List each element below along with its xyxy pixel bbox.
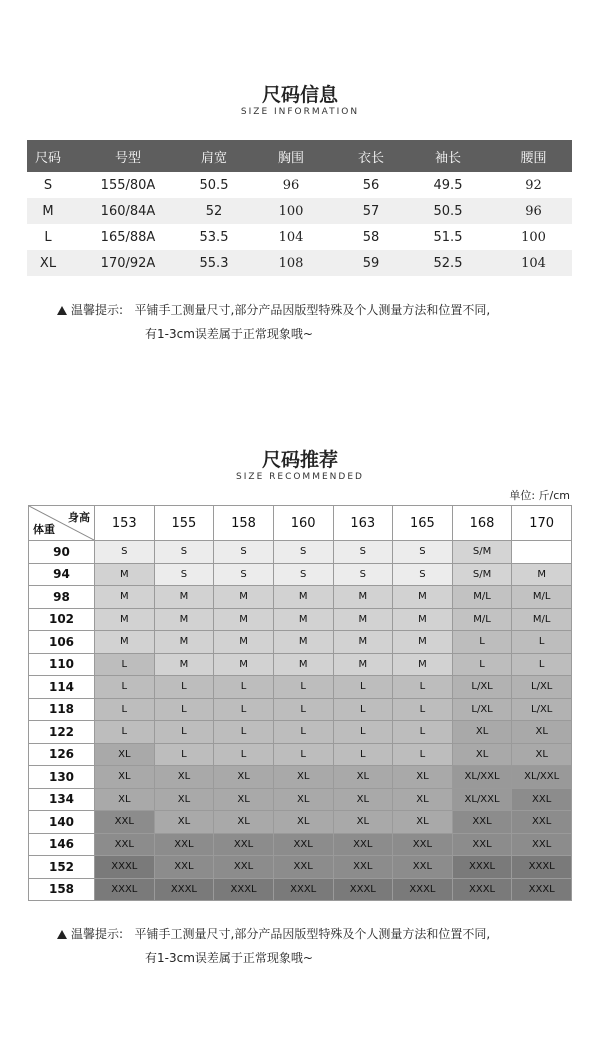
size-rec-cell: L xyxy=(95,721,155,744)
unit-label: 单位: 斤/cm xyxy=(509,489,570,502)
size-rec-cell: XL/XXL xyxy=(452,766,512,789)
size-info-cell: L xyxy=(44,229,52,245)
size-rec-cell: XXL xyxy=(273,856,333,879)
size-rec-cell: M/L xyxy=(452,586,512,609)
header-chest: 胸围 xyxy=(277,150,304,166)
size-rec-cell: M xyxy=(333,608,393,631)
height-168: 168 xyxy=(452,506,512,541)
size-rec-cell: S xyxy=(95,541,155,564)
size-rec-cell: M xyxy=(393,586,453,609)
size-info-row xyxy=(27,250,572,276)
size-rec-cell: XL xyxy=(333,766,393,789)
size-info-cell: 50.5 xyxy=(433,203,463,219)
size-info-cell: M xyxy=(42,203,54,219)
size-rec-cell: L xyxy=(333,698,393,721)
corner-cell xyxy=(29,506,95,541)
size-rec-cell: M xyxy=(333,586,393,609)
size-rec-cell: S xyxy=(154,541,214,564)
size-rec-cell: XL xyxy=(154,788,214,811)
weight-cell: 102 xyxy=(29,608,95,631)
height-153: 153 xyxy=(95,506,155,541)
size-rec-cell: XL xyxy=(393,766,453,789)
weight-cell: 146 xyxy=(29,833,95,856)
size-info-cell: 56 xyxy=(362,177,380,193)
corner-height-label: 身高 xyxy=(68,511,90,524)
size-rec-cell: M/L xyxy=(512,586,572,609)
header-shoulder: 肩宽 xyxy=(200,150,227,166)
header-model: 号型 xyxy=(114,150,141,166)
size-info-cell: 108 xyxy=(278,255,304,271)
size-info-row xyxy=(27,198,572,224)
size-rec-cell: M xyxy=(273,631,333,654)
size-rec-cell: M xyxy=(95,586,155,609)
size-rec-cell: XL xyxy=(214,811,274,834)
size-rec-cell: S xyxy=(393,541,453,564)
size-rec-cell: M xyxy=(154,653,214,676)
size-rec-cell: M xyxy=(393,653,453,676)
size-rec-header-row xyxy=(29,506,572,541)
size-rec-cell: L xyxy=(273,676,333,699)
size-rec-cell: XXXL xyxy=(512,878,572,901)
weight-cell: 98 xyxy=(29,586,95,609)
tip-line-2: 有1-3cm误差属于正常现象哦~ xyxy=(145,327,313,341)
weight-cell: 118 xyxy=(29,698,95,721)
size-rec-cell: XXL xyxy=(154,856,214,879)
header-length: 衣长 xyxy=(357,150,384,166)
weight-cell: 158 xyxy=(29,878,95,901)
size-rec-cell: L xyxy=(393,698,453,721)
height-163: 163 xyxy=(333,506,393,541)
height-155: 155 xyxy=(154,506,214,541)
size-rec-row xyxy=(29,878,572,901)
size-rec-cell: M xyxy=(214,608,274,631)
size-rec-cell: XXL xyxy=(214,856,274,879)
size-rec-cell: XXL xyxy=(333,856,393,879)
size-rec-cell: L xyxy=(333,721,393,744)
size-rec-cell: XL xyxy=(333,788,393,811)
size-info-cell: 59 xyxy=(362,255,380,271)
size-info-title: 尺码信息 xyxy=(261,84,338,106)
weight-cell: 130 xyxy=(29,766,95,789)
size-rec-cell: M xyxy=(95,608,155,631)
height-170: 170 xyxy=(512,506,572,541)
size-rec-cell: XXXL xyxy=(452,878,512,901)
size-rec-cell: XL xyxy=(95,788,155,811)
size-rec-cell: L xyxy=(95,676,155,699)
size-rec-cell: L/XL xyxy=(512,676,572,699)
size-rec-cell: XL xyxy=(214,788,274,811)
tip-line-1: 平铺手工测量尺寸,部分产品因版型特殊及个人测量方法和位置不同, xyxy=(134,303,491,317)
weight-cell: 152 xyxy=(29,856,95,879)
size-rec-cell: L xyxy=(333,676,393,699)
size-info-cell: 57 xyxy=(362,203,380,219)
size-rec-row xyxy=(29,676,572,699)
tip-label: 温馨提示: xyxy=(71,927,124,941)
size-rec-cell: S/M xyxy=(452,563,512,586)
weight-cell: 90 xyxy=(29,541,95,564)
size-rec-title: 尺码推荐 xyxy=(261,449,338,471)
size-rec-row xyxy=(29,541,572,564)
size-rec-cell: XXXL xyxy=(214,878,274,901)
size-info-cell: 96 xyxy=(525,203,542,219)
size-rec-cell: XL xyxy=(452,743,512,766)
size-rec-cell: XXL xyxy=(512,833,572,856)
size-rec-cell: M xyxy=(393,608,453,631)
height-160: 160 xyxy=(273,506,333,541)
size-rec-cell: XL xyxy=(393,811,453,834)
size-rec-cell: L xyxy=(154,676,214,699)
size-rec-cell: L xyxy=(214,743,274,766)
size-rec-cell: L/XL xyxy=(452,676,512,699)
size-info-cell: 49.5 xyxy=(433,177,463,193)
size-rec-subtitle: SIZE RECOMMENDED xyxy=(236,472,364,482)
size-rec-cell: XL xyxy=(273,811,333,834)
size-info-cell: 160/84A xyxy=(100,203,156,219)
size-rec-cell: XL xyxy=(333,811,393,834)
size-rec-row xyxy=(29,856,572,879)
weight-cell: 106 xyxy=(29,631,95,654)
size-rec-cell: L xyxy=(452,631,512,654)
size-rec-cell: L xyxy=(154,721,214,744)
size-info-row xyxy=(27,172,572,198)
size-rec-cell: L xyxy=(273,721,333,744)
size-rec-cell: XXL xyxy=(273,833,333,856)
size-rec-tip xyxy=(57,922,490,970)
size-rec-row xyxy=(29,563,572,586)
size-rec-cell: L xyxy=(273,698,333,721)
size-rec-row xyxy=(29,631,572,654)
size-rec-cell: XXL xyxy=(512,788,572,811)
size-rec-cell: XL xyxy=(214,766,274,789)
tip-line-2: 有1-3cm误差属于正常现象哦~ xyxy=(145,951,313,965)
height-158: 158 xyxy=(214,506,274,541)
size-info-cell: 170/92A xyxy=(100,255,156,271)
size-info-cell: 155/80A xyxy=(100,177,156,193)
size-info-cell: 100 xyxy=(521,229,546,245)
size-rec-cell: M xyxy=(154,608,214,631)
size-info-cell: 55.3 xyxy=(199,255,229,271)
size-info-cell: 50.5 xyxy=(199,177,229,193)
size-info-row xyxy=(27,224,572,250)
size-rec-cell: S xyxy=(333,563,393,586)
size-rec-cell: L xyxy=(512,653,572,676)
size-rec-cell: L xyxy=(452,653,512,676)
size-rec-cell: XL/XXL xyxy=(452,788,512,811)
size-info-cell: XL xyxy=(39,255,57,271)
size-rec-cell: XL xyxy=(273,788,333,811)
size-rec-cell: S xyxy=(273,541,333,564)
size-rec-row xyxy=(29,811,572,834)
header-size: 尺码 xyxy=(34,150,61,166)
size-info-cell: 96 xyxy=(282,177,300,193)
size-rec-row xyxy=(29,608,572,631)
size-info-subtitle: SIZE INFORMATION xyxy=(240,107,360,117)
size-rec-cell: XXXL xyxy=(393,878,453,901)
size-rec-row xyxy=(29,653,572,676)
size-rec-cell: M xyxy=(154,631,214,654)
weight-cell: 94 xyxy=(29,563,95,586)
size-rec-cell: M/L xyxy=(452,608,512,631)
size-info-cell: 92 xyxy=(525,177,542,193)
size-rec-cell: M xyxy=(214,653,274,676)
size-info-cell: S xyxy=(43,177,53,193)
size-rec-cell: M/L xyxy=(512,608,572,631)
size-rec-cell: S xyxy=(333,541,393,564)
size-rec-cell: L xyxy=(393,743,453,766)
size-rec-cell: M xyxy=(333,653,393,676)
size-rec-cell: XL xyxy=(273,766,333,789)
size-rec-cell: L xyxy=(154,698,214,721)
height-165: 165 xyxy=(393,506,453,541)
size-rec-cell: XL xyxy=(95,766,155,789)
size-rec-row xyxy=(29,766,572,789)
size-rec-cell: XXL xyxy=(333,833,393,856)
size-info-cell: 52.5 xyxy=(433,255,463,271)
size-rec-cell: XXXL xyxy=(452,856,512,879)
size-info-cell: 104 xyxy=(521,255,546,271)
size-info-cell: 104 xyxy=(278,229,304,245)
size-info-tip xyxy=(57,298,490,346)
header-sleeve: 袖长 xyxy=(434,150,461,166)
size-rec-row xyxy=(29,721,572,744)
header-waist: 腰围 xyxy=(520,150,547,166)
weight-cell: 114 xyxy=(29,676,95,699)
tip-label: 温馨提示: xyxy=(71,303,124,317)
size-info-cell: 51.5 xyxy=(433,229,463,245)
size-rec-cell: M xyxy=(154,586,214,609)
size-rec-cell: M xyxy=(512,563,572,586)
size-rec-row xyxy=(29,586,572,609)
size-rec-cell: S xyxy=(273,563,333,586)
size-rec-cell: S xyxy=(214,563,274,586)
size-rec-cell: XL xyxy=(154,766,214,789)
size-rec-cell: L xyxy=(154,743,214,766)
warning-icon xyxy=(57,306,67,315)
size-rec-cell: M xyxy=(393,631,453,654)
size-info-table xyxy=(27,140,572,276)
size-rec-cell: XXXL xyxy=(95,856,155,879)
size-rec-cell: XXL xyxy=(452,811,512,834)
size-rec-cell: M xyxy=(273,608,333,631)
size-rec-cell: XXL xyxy=(512,811,572,834)
size-rec-cell: XL xyxy=(95,743,155,766)
size-rec-cell: XXL xyxy=(393,856,453,879)
size-rec-cell: XXXL xyxy=(333,878,393,901)
size-info-cell: 58 xyxy=(362,229,380,245)
size-rec-row xyxy=(29,698,572,721)
weight-cell: 140 xyxy=(29,811,95,834)
size-rec-cell: XXXL xyxy=(273,878,333,901)
warning-icon xyxy=(57,930,67,939)
size-rec-cell: M xyxy=(273,586,333,609)
size-rec-cell xyxy=(512,541,572,564)
size-rec-cell: L xyxy=(214,698,274,721)
size-rec-cell: L xyxy=(214,676,274,699)
size-rec-cell: XL xyxy=(452,721,512,744)
size-rec-cell: S/M xyxy=(452,541,512,564)
size-rec-cell: M xyxy=(273,653,333,676)
size-rec-cell: L/XL xyxy=(452,698,512,721)
size-rec-cell: M xyxy=(95,563,155,586)
size-rec-cell: XXXL xyxy=(154,878,214,901)
size-rec-cell: XXL xyxy=(393,833,453,856)
tip-line-1: 平铺手工测量尺寸,部分产品因版型特殊及个人测量方法和位置不同, xyxy=(134,927,491,941)
size-rec-cell: M xyxy=(214,586,274,609)
size-rec-cell: S xyxy=(393,563,453,586)
size-rec-cell: XL xyxy=(154,811,214,834)
size-rec-cell: XL xyxy=(512,743,572,766)
size-rec-cell: L/XL xyxy=(512,698,572,721)
size-rec-cell: XXL xyxy=(154,833,214,856)
size-rec-row xyxy=(29,743,572,766)
weight-cell: 110 xyxy=(29,653,95,676)
size-info-cell: 100 xyxy=(278,203,304,219)
size-rec-cell: M xyxy=(214,631,274,654)
size-rec-cell: M xyxy=(333,631,393,654)
size-rec-row xyxy=(29,788,572,811)
size-rec-cell: XXL xyxy=(214,833,274,856)
size-rec-cell: XL xyxy=(512,721,572,744)
size-rec-cell: M xyxy=(95,631,155,654)
size-info-cell: 165/88A xyxy=(100,229,156,245)
corner-weight-label: 体重 xyxy=(33,523,55,536)
size-rec-cell: L xyxy=(512,631,572,654)
size-rec-cell: L xyxy=(333,743,393,766)
weight-cell: 122 xyxy=(29,721,95,744)
size-rec-cell: XXXL xyxy=(512,856,572,879)
size-rec-cell: L xyxy=(95,653,155,676)
size-rec-cell: L xyxy=(214,721,274,744)
size-rec-cell: XL/XXL xyxy=(512,766,572,789)
size-rec-cell: L xyxy=(393,676,453,699)
size-rec-cell: XXXL xyxy=(95,878,155,901)
size-info-cell: 53.5 xyxy=(199,229,229,245)
size-rec-row xyxy=(29,833,572,856)
size-rec-cell: S xyxy=(214,541,274,564)
size-info-header-row xyxy=(27,140,572,172)
size-rec-cell: S xyxy=(154,563,214,586)
size-rec-cell: XXL xyxy=(452,833,512,856)
size-rec-table xyxy=(28,505,572,901)
weight-cell: 126 xyxy=(29,743,95,766)
size-rec-cell: L xyxy=(393,721,453,744)
size-rec-cell: XL xyxy=(393,788,453,811)
size-rec-cell: L xyxy=(273,743,333,766)
weight-cell: 134 xyxy=(29,788,95,811)
size-info-cell: 52 xyxy=(205,203,223,219)
size-rec-cell: XXL xyxy=(95,811,155,834)
size-rec-cell: L xyxy=(95,698,155,721)
size-rec-cell: XXL xyxy=(95,833,155,856)
